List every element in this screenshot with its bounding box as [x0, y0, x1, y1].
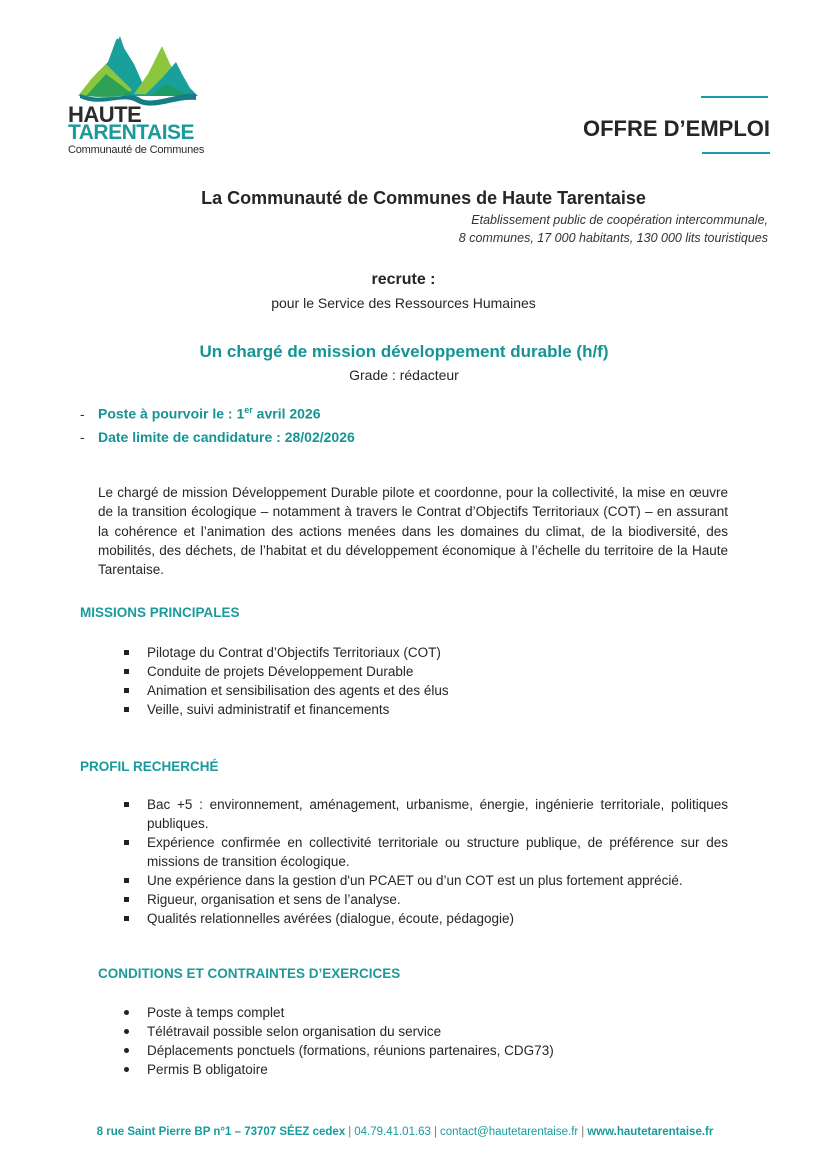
footer-phone[interactable]: 04.79.41.01.63: [354, 1126, 431, 1138]
profil-list: [120, 795, 728, 928]
list-item: Qualités relationnelles avérées (dialogue, écoute, pédagogie): [120, 909, 728, 928]
footer-address: 8 rue Saint Pierre BP n°1 – 73707 SÉEZ cedex: [96, 1126, 346, 1138]
title-rule-bottom: [702, 152, 770, 154]
list-item: Expérience confirmée en collectivité territoriale ou structure publique, de préférence sur des missions de transition écologique.: [120, 833, 728, 871]
section-title-profil: PROFIL RECHERCHÉ: [80, 759, 219, 774]
round-bullet-icon: [124, 1010, 129, 1015]
dash-bullet: -: [80, 405, 85, 422]
square-bullet-icon: [124, 802, 129, 807]
footer-contact: [0, 1126, 810, 1138]
square-bullet-icon: [124, 897, 129, 902]
square-bullet-icon: [124, 650, 129, 655]
section-title-missions: MISSIONS PRINCIPALES: [80, 605, 240, 620]
list-item: Animation et sensibilisation des agents et des élus: [120, 681, 730, 700]
section-title-conditions: CONDITIONS ET CONTRAINTES D’EXERCICES: [98, 966, 401, 981]
organization-subtitle-line1: Etablissement public de coopération intercommunale,: [471, 213, 768, 227]
ordinal-suffix: er: [244, 405, 253, 415]
logo-text-tarentaise: TARENTAISE: [68, 121, 195, 144]
dash-bullet: -: [80, 429, 85, 445]
page-title: OFFRE D’EMPLOI: [583, 116, 770, 141]
round-bullet-icon: [124, 1029, 129, 1034]
mountains-logo-icon: [78, 34, 198, 106]
logo-text-communaute: Communauté de Communes: [68, 144, 205, 156]
recrute-heading: recrute :: [371, 271, 436, 288]
list-item: Veille, suivi administratif et financements: [120, 700, 730, 719]
list-item: Déplacements ponctuels (formations, réunions partenaires, CDG73): [120, 1041, 730, 1060]
logo-text-haute: HAUTE: [68, 102, 142, 127]
list-item: Télétravail possible selon organisation du service: [120, 1022, 730, 1041]
list-item: Une expérience dans la gestion d'un PCAET ou d’un COT est un plus fortement apprécié.: [120, 871, 728, 890]
list-item: Bac +5 : environnement, aménagement, urbanisme, énergie, ingénierie territoriale, politiques publiques.: [120, 795, 728, 833]
square-bullet-icon: [124, 916, 129, 921]
square-bullet-icon: [124, 707, 129, 712]
list-item: Rigueur, organisation et sens de l’analyse.: [120, 890, 728, 909]
organization-subtitle-line2: 8 communes, 17 000 habitants, 130 000 lits touristiques: [458, 231, 768, 245]
organization-name: La Communauté de Communes de Haute Tarentaise: [201, 188, 646, 208]
footer-website[interactable]: www.hautetarentaise.fr: [587, 1126, 714, 1138]
square-bullet-icon: [124, 669, 129, 674]
footer-separator: |: [348, 1126, 352, 1138]
list-item: Permis B obligatoire: [120, 1060, 730, 1079]
square-bullet-icon: [124, 840, 129, 845]
key-date-label: Date limite de candidature : 28/02/2026: [98, 429, 355, 445]
service-name: pour le Service des Ressources Humaines: [271, 295, 536, 311]
square-bullet-icon: [124, 688, 129, 693]
square-bullet-icon: [124, 878, 129, 883]
list-item: Poste à temps complet: [120, 1003, 730, 1022]
job-grade: Grade : rédacteur: [349, 367, 459, 383]
job-title: Un chargé de mission développement durable (h/f): [199, 342, 609, 361]
round-bullet-icon: [124, 1067, 129, 1072]
footer-email[interactable]: contact@hautetarentaise.fr: [439, 1126, 579, 1138]
footer-separator: |: [433, 1126, 437, 1138]
title-rule-top: [701, 96, 768, 98]
conditions-list: [120, 1003, 730, 1079]
list-item: Pilotage du Contrat d’Objectifs Territoriaux (COT): [120, 643, 730, 662]
key-date-label: Poste à pourvoir le : 1: [98, 405, 245, 422]
key-date-deadline: [80, 429, 355, 445]
intro-paragraph: Le chargé de mission Développement Durable pilote et coordonne, pour la collectivité, la mise en œuvre de la transition écologique – notamment à travers le Contrat d’Objectifs Territoriaux (COT) – en assurant la cohérence et l’animation des actions menées dans les domaines du climat, de la biodiversité, des mobilités, des déchets, de l’habitat et du développement économique à l’échelle du territoire de la Haute Tarentaise.: [98, 485, 728, 578]
round-bullet-icon: [124, 1048, 129, 1053]
list-item: Conduite de projets Développement Durable: [120, 662, 730, 681]
organization-logo: [66, 34, 206, 159]
key-date-start: [80, 405, 321, 422]
footer-separator: |: [581, 1126, 585, 1138]
missions-list: [120, 643, 730, 719]
key-date-suffix: avril 2026: [252, 405, 321, 422]
